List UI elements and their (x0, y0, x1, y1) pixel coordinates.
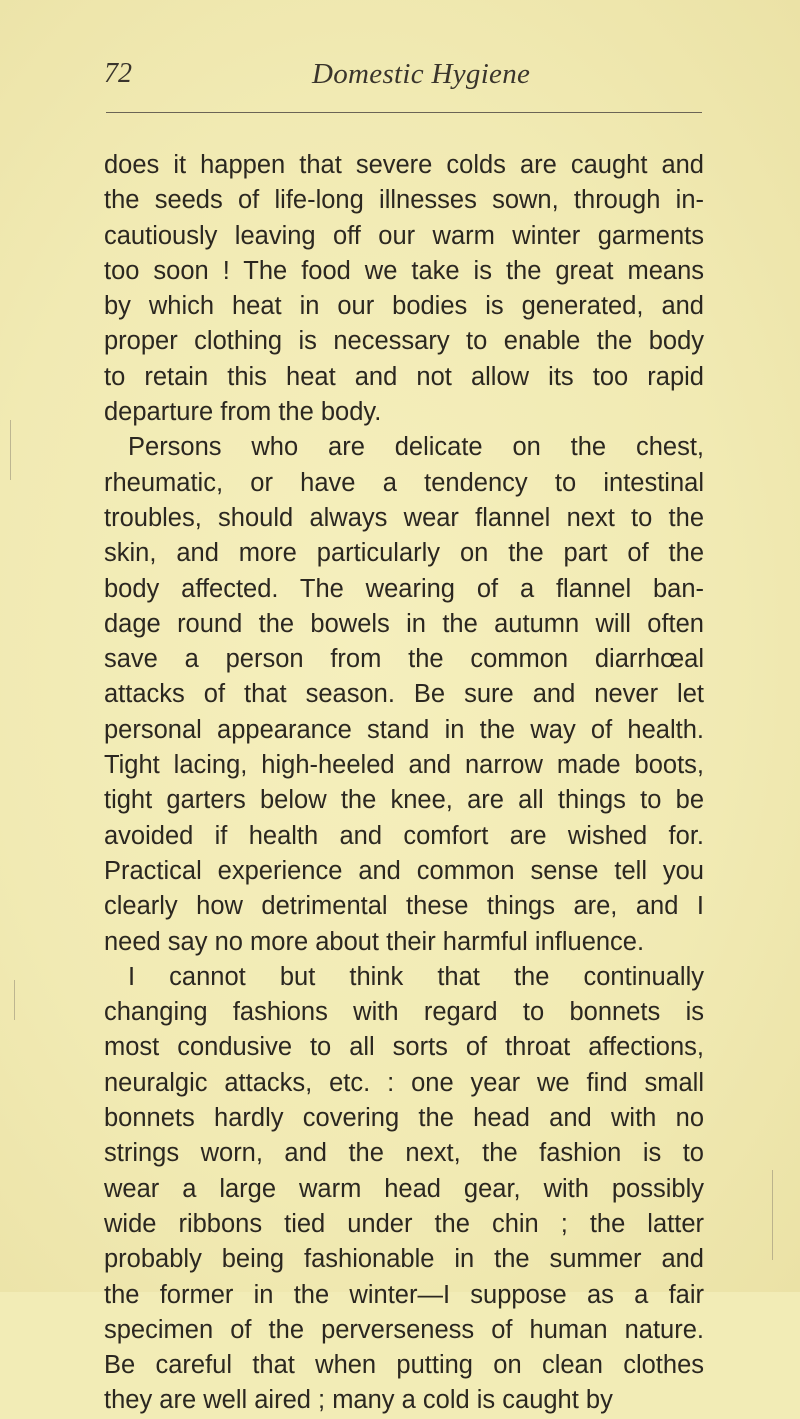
text-line: body affected. The wearing of a flannel ban- (104, 574, 704, 603)
text-line: Tight lacing, high-heeled and narrow made boots, (104, 751, 704, 780)
text-line: wide ribbons tied under the chin ; the latter (104, 1209, 704, 1238)
text-line: cautiously leaving off our warm winter garments (104, 221, 704, 250)
page-header (104, 58, 704, 98)
text-line: dage round the bowels in the autumn will often (104, 609, 704, 638)
text-line: proper clothing is necessary to enable the body (104, 327, 704, 356)
text-line: Persons who are delicate on the chest, (128, 433, 704, 462)
page-edge-mark (10, 420, 11, 480)
text-line: tight garters below the knee, are all things to be (104, 786, 704, 815)
text-line: avoided if health and comfort are wished for. (104, 821, 704, 850)
text-line: strings worn, and the next, the fashion is to (104, 1139, 704, 1168)
text-line: troubles, should always wear flannel next to the (104, 503, 704, 532)
text-line: bonnets hardly covering the head and with no (104, 1104, 704, 1133)
text-line: need say no more about their harmful influence. (104, 927, 645, 956)
text-line: save a person from the common diarrhœal (104, 645, 704, 674)
text-line: departure from the body. (104, 398, 382, 427)
text-line: probably being fashionable in the summer and (104, 1245, 704, 1274)
text-line: the former in the winter—I suppose as a fair (104, 1280, 704, 1309)
text-line: by which heat in our bodies is generated, and (104, 292, 704, 321)
text-line: too soon ! The food we take is the great means (104, 256, 704, 285)
text-line: personal appearance stand in the way of health. (104, 715, 704, 744)
text-line: skin, and more particularly on the part of the (104, 539, 704, 568)
text-line: attacks of that season. Be sure and never let (104, 680, 704, 709)
text-line: does it happen that severe colds are caught and (104, 151, 704, 179)
text-line: wear a large warm head gear, with possibly (104, 1174, 704, 1203)
text-line: I cannot but think that the continually (128, 962, 704, 991)
text-line: clearly how detrimental these things are, and I (104, 892, 704, 921)
text-line: Be careful that when putting on clean clothes (104, 1351, 704, 1380)
body-text (104, 148, 704, 1419)
text-line: the seeds of life-long illnesses sown, through in- (104, 186, 704, 215)
text-line: rheumatic, or have a tendency to intestinal (104, 468, 704, 497)
page-edge-mark (772, 1170, 773, 1260)
text-line: changing fashions with regard to bonnets is (104, 998, 704, 1027)
header-rule (106, 112, 702, 113)
text-line: they are well aired ; many a cold is caught by (104, 1386, 613, 1415)
text-line: to retain this heat and not allow its too rapid (104, 362, 704, 391)
text-line: neuralgic attacks, etc. : one year we find small (104, 1068, 704, 1097)
page-number: 72 (104, 58, 132, 89)
text-line: most condusive to all sorts of throat affections, (104, 1033, 704, 1062)
text-line: specimen of the perverseness of human nature. (104, 1315, 704, 1344)
text-line: Practical experience and common sense tell you (104, 856, 704, 885)
running-title: Domestic Hygiene (312, 58, 531, 90)
page-edge-mark (14, 980, 15, 1020)
